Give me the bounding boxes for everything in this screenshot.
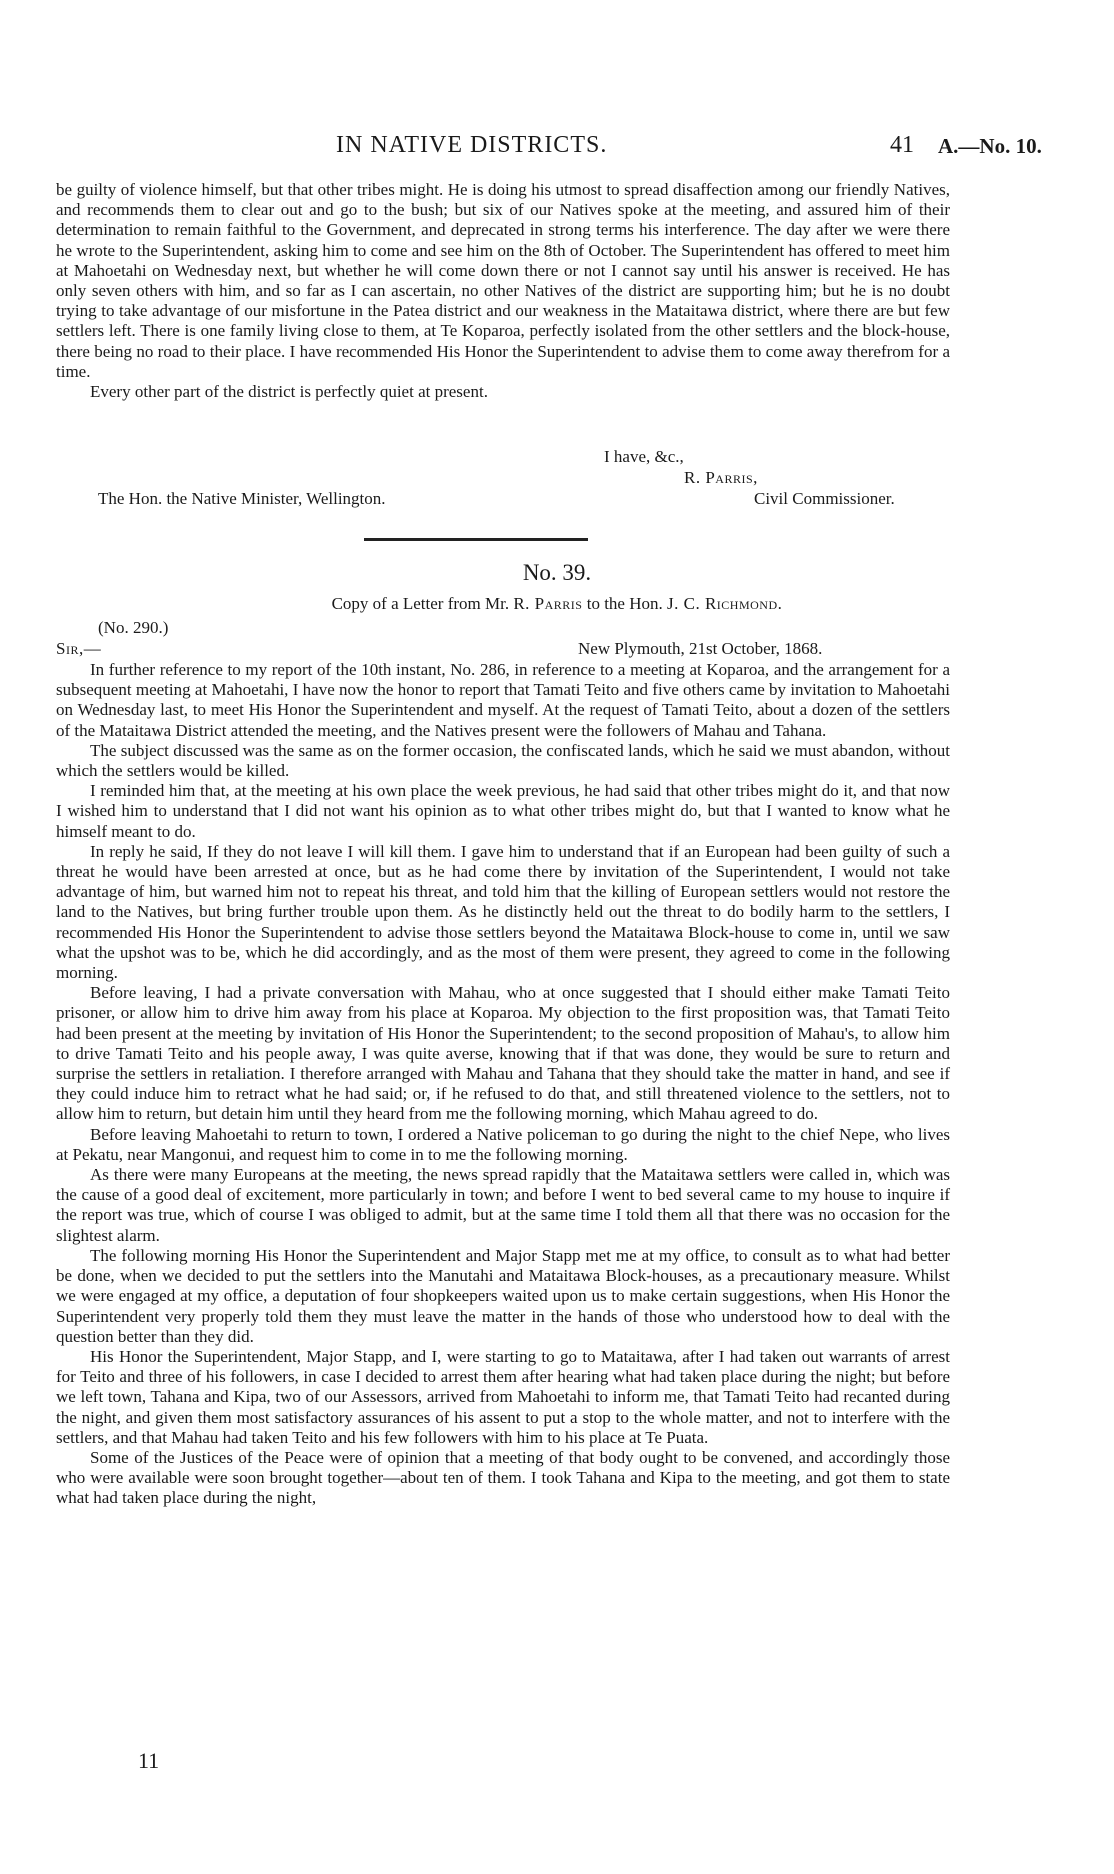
subtitle-to: J. C. Richmond. bbox=[667, 594, 783, 613]
addressee: The Hon. the Native Minister, Wellington. bbox=[98, 489, 386, 508]
page-header bbox=[0, 128, 1114, 164]
signature-title: Civil Commissioner. bbox=[754, 489, 895, 508]
signature: R. Parris, bbox=[684, 468, 758, 487]
paragraph: His Honor the Superintendent, Major Stapp, and I, were starting to go to Mataitawa, after I had taken out warrants of arrest for Teito and three of his followers, in case I decided to arrest them after hearing what had taken place during the night; but before we left town, Tahana and Kipa, two of our Assessors, arrived from Mahoetahi to inform me, that Tamati Teito had recanted during the night, and given them most satisfactory assurances of his assent to put a stop to the whole matter, and not to interfere with the settlers, and that Mahau had taken Teito and his few followers with him to his place at Te Puata. bbox=[56, 1346, 950, 1447]
place-date: New Plymouth, 21st October, 1868. bbox=[578, 639, 823, 658]
running-title: IN NATIVE DISTRICTS. bbox=[336, 132, 608, 158]
section-subtitle bbox=[0, 594, 1114, 614]
paragraph: I reminded him that, at the meeting at his own place the week previous, he had said that other tribes might do it, and that now I wished him to understand that I did not want his opinion as to what other tribes might do, but that I wanted to know what he himself meant to do. bbox=[56, 781, 950, 841]
paragraph: In further reference to my report of the 10th instant, No. 286, in reference to a meeting at Koparoa, and the arrangement for a subsequent meeting at Mahoetahi, I have now the honor to report that Tamati Teito and five others came by invitation to Mahoetahi on Wednesday last, to meet His Honor the Superintendent and myself. At the request of Tamati Teito, about a dozen of the settlers of the Mataitawa District attended the meeting, and the Natives present were the followers of Mahau and Tahana. bbox=[56, 660, 950, 740]
folio-number: 11 bbox=[138, 1748, 160, 1773]
paragraph: In reply he said, If they do not leave I will kill them. I gave him to understand that if an European had been guilty of such a threat he would have been arrested at once, but as he had come there by invitation of the Superintendent, I would not take advantage of him, but warned him not to repeat his threat, and told him that the killing of European settlers would not restore the land to the Natives, but bring further trouble upon them. As he distinctly held out the threat to do bodily harm to the settlers, I recommended His Honor the Superintendent to advise those settlers beyond the Mataitawa Block-house to come in, until we saw what the upshot was to be, which he did accordingly, and as the most of them were present, they agreed to come in the following morning. bbox=[56, 841, 950, 983]
subtitle-prefix: Copy of a Letter from Mr. bbox=[331, 594, 510, 613]
document-reference: A.—No. 10. bbox=[938, 134, 1042, 158]
subtitle-from: R. Parris bbox=[513, 594, 583, 613]
paragraph: Before leaving Mahoetahi to return to town, I ordered a Native policeman to go during the night to the chief Nepe, who lives at Pekatu, near Mangonui, and request him to come in to me the following morning. bbox=[56, 1124, 950, 1164]
section-divider bbox=[364, 538, 588, 541]
subtitle-mid: to the Hon. bbox=[586, 594, 663, 613]
closing: I have, &c., bbox=[604, 447, 684, 466]
paragraph: The following morning His Honor the Superintendent and Major Stapp met me at my office, to consult as to what had better be done, when we decided to put the settlers into the Manutahi and Mataitawa Block-houses, as a precautionary measure. Whilst we were engaged at my office, a deputation of four shopkeepers waited upon us to make certain suggestions, when His Honor the Superintendent very properly told them they must leave the matter in the hands of those who understood how to deal with the question better than they did. bbox=[56, 1245, 950, 1346]
letter-reference: (No. 290.) bbox=[98, 618, 169, 637]
paragraph: As there were many Europeans at the meeting, the news spread rapidly that the Mataitawa settlers were called in, which was the cause of a good deal of excitement, more particularly in town; and before I went to bed several came to my house to inquire if the report was true, which of course I was obliged to admit, but at the same time I told them all that there was no occasion for the slightest alarm. bbox=[56, 1165, 950, 1245]
top-letter-body bbox=[56, 180, 950, 402]
paragraph: be guilty of violence himself, but that other tribes might. He is doing his utmost to spread disaffection among our friendly Natives, and recommends them to clear out and go to the bush; but six of our Natives spoke at the meeting, and assured him of their determination to remain faithful to the Government, and deprecated in strong terms his interference. The day after we were there he wrote to the Superintendent, asking him to come and see him on the 8th of October. The Superintendent has offered to meet him at Mahoetahi on Wednesday next, but whether he will come down there or not I cannot say until his answer is received. He has only seven others with him, and so far as I can ascertain, no other Natives of the district are supporting him; but he is no doubt trying to take advantage of our misfortune in the Patea district and our weakness in the Mataitawa district, where there are but few settlers left. There is one family living close to them, at Te Koparoa, perfectly isolated from the other settlers and the block-house, there being no road to their place. I have recommended His Honor the Superintendent to advise them to come away therefrom for a time. bbox=[56, 180, 950, 381]
paragraph: Before leaving, I had a private conversation with Mahau, who at once suggested that I should either make Tamati Teito prisoner, or allow him to drive him away from his place at Koparoa. My objection to the first proposition was, that Tamati Teito had been present at the meeting by invitation of His Honor the Superintendent; to the second proposition of Mahau's, to allow him to drive Tamati Teito and his people away, I was quite averse, knowing that if that was done, they would be sure to return and surprise the settlers in retaliation. I therefore arranged with Mahau and Tahana that they should take the matter in hand, and see if they could induce him to retract what he had said; or, if he refused to do that, and still threatened violence to the settlers, not to allow him to return, but detain him until they heard from me the following morning, which Mahau agreed to do. bbox=[56, 983, 950, 1124]
paragraph: Every other part of the district is perfectly quiet at present. bbox=[90, 382, 488, 402]
page-number: 41 bbox=[890, 132, 914, 158]
section-number: No. 39. bbox=[522, 560, 592, 585]
letter-body bbox=[56, 660, 950, 1509]
paragraph: The subject discussed was the same as on the former occasion, the confiscated lands, which he said we must abandon, without which the settlers would be killed. bbox=[56, 740, 950, 781]
paragraph: Some of the Justices of the Peace were of opinion that a meeting of that body ought to be convened, and accordingly those who were available were soon brought together—about ten of them. I took Tahana and Kipa to the meeting, and got them to state what had taken place during the night, bbox=[56, 1447, 950, 1508]
salutation: Sir,— bbox=[56, 639, 102, 658]
